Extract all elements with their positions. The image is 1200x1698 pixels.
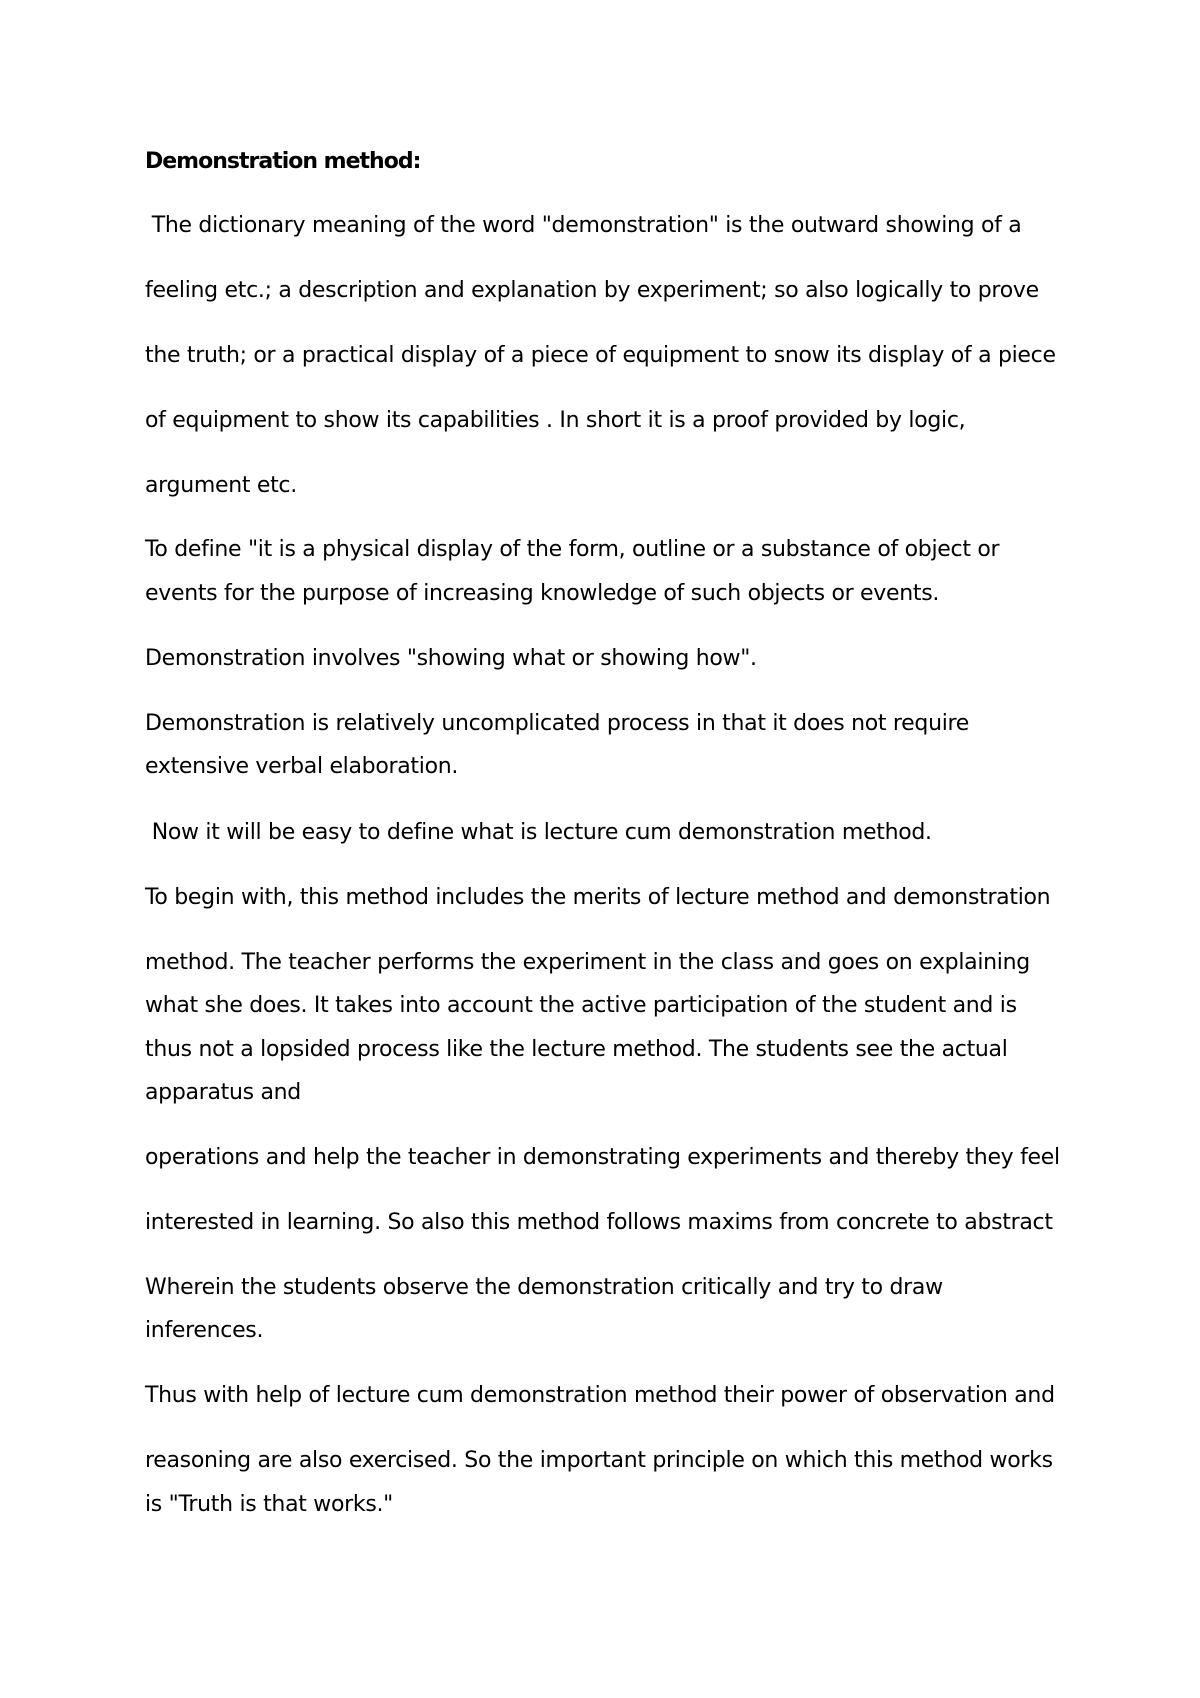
paragraph-line: Demonstration is relatively uncomplicated process in that it does not require (145, 711, 970, 736)
paragraph-line: Demonstration involves "showing what or showing how". (145, 646, 757, 671)
paragraph-line: Now it will be easy to define what is lecture cum demonstration method. (145, 820, 932, 845)
paragraph-line: Wherein the students observe the demonstration critically and try to draw (145, 1275, 943, 1300)
paragraph-line: reasoning are also exercised. So the important principle on which this method works (145, 1448, 1053, 1473)
paragraph-line: what she does. It takes into account the active participation of the student and is (145, 993, 1017, 1018)
paragraph-line: thus not a lopsided process like the lecture method. The students see the actual (145, 1037, 1008, 1062)
paragraph-line: interested in learning. So also this method follows maxims from concrete to abstract (145, 1210, 1053, 1235)
paragraph-line: extensive verbal elaboration. (145, 754, 459, 779)
paragraph-line: method. The teacher performs the experiment in the class and goes on explaining (145, 950, 1030, 975)
paragraph-line: inferences. (145, 1318, 264, 1343)
paragraph-line: argument etc. (145, 473, 297, 498)
paragraph-line: Thus with help of lecture cum demonstration method their power of observation and (145, 1383, 1055, 1408)
paragraph-line: To begin with, this method includes the merits of lecture method and demonstration (145, 885, 1051, 910)
paragraph-line: The dictionary meaning of the word "demonstration" is the outward showing of a (145, 213, 1022, 238)
paragraph-line: the truth; or a practical display of a piece of equipment to snow its display of a piece (145, 343, 1056, 368)
paragraph-line: of equipment to show its capabilities . In short it is a proof provided by logic, (145, 408, 966, 433)
paragraph-line: is "Truth is that works." (145, 1492, 393, 1517)
paragraph-line: operations and help the teacher in demonstrating experiments and thereby they feel (145, 1145, 1060, 1170)
paragraph-line: To define "it is a physical display of the form, outline or a substance of object or (145, 537, 1000, 562)
paragraph-line: apparatus and (145, 1080, 301, 1105)
paragraph-line: events for the purpose of increasing knowledge of such objects or events. (145, 581, 940, 606)
paragraph-line: feeling etc.; a description and explanation by experiment; so also logically to prove (145, 278, 1039, 303)
document-title: Demonstration method: (145, 149, 421, 174)
